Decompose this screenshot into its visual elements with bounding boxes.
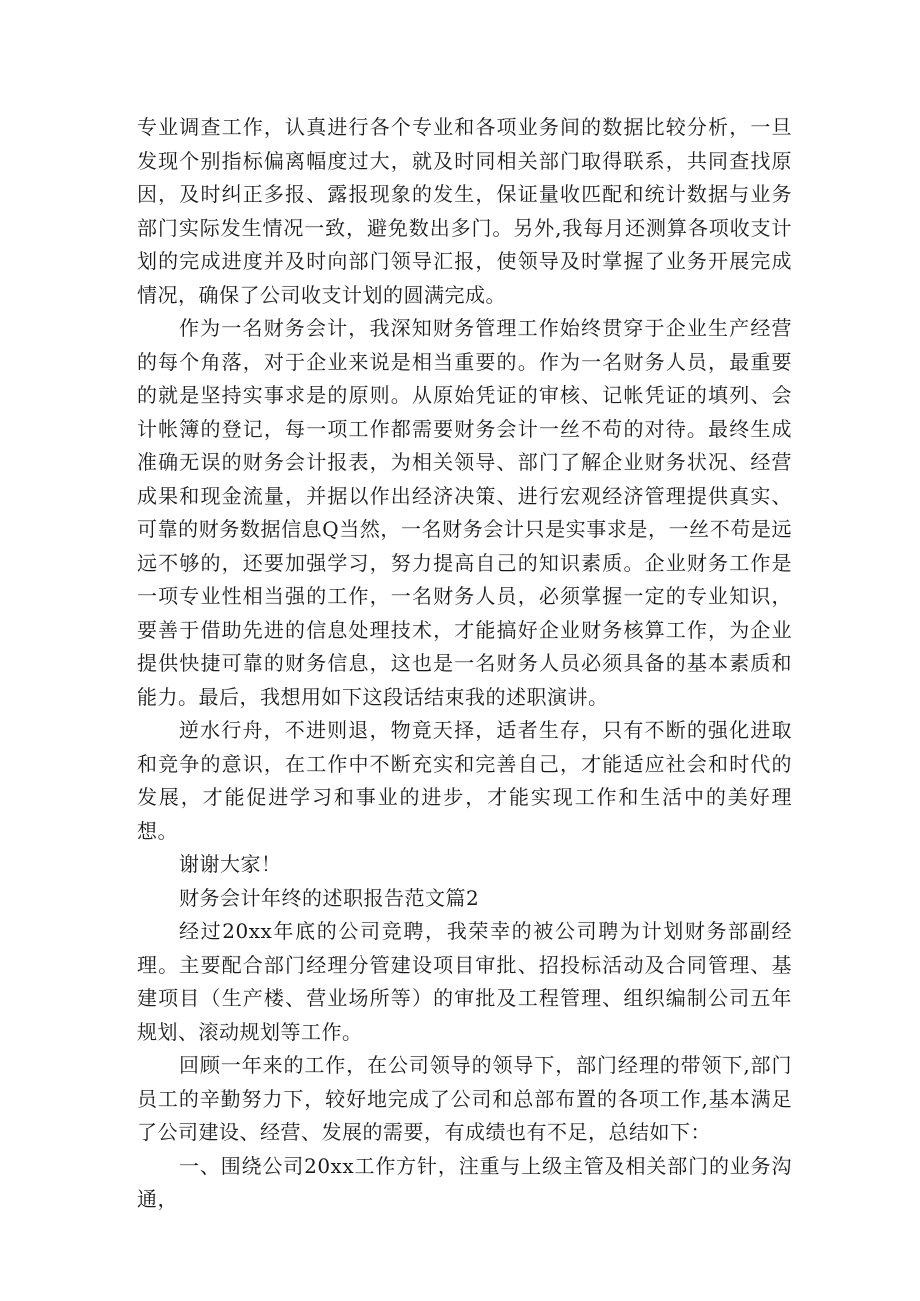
paragraph-closing-motto: 逆水行舟，不进则退，物竟天择，适者生存，只有不断的强化进取和竞争的意识，在工作中不断充实和完善自己，才能适应社会和时代的发展，才能促进学习和事业的进步，才能实现工作和生活中的美好理想。 — [137, 718, 792, 843]
section-title-part2: 财务会计年终的述职报告范文篇2 — [179, 885, 480, 910]
paragraph-accountant-role: 作为一名财务会计，我深知财务管理工作始终贯穿于企业生产经营的每个角落，对于企业来说是相当重要的。作为一名财务人员，最重要的就是坚持实事求是的原则。从原始凭证的审核、记帐凭证的填列、会计帐簿的登记，每一项工作都需要财务会计一丝不苟的对待。最终生成准确无误的财务会计报表，为相关领导、部门了解企业财务状况、经营成果和现金流量，并据以作出经济决策、进行宏观经济管理提供真实、可靠的财务数据信息Q当然，一名财务会计只是实事求是，一丝不苟是远远不够的，还要加强学习，努力提高自己的知识素质。企业财务工作是一项专业性相当强的工作，一名财务人员，必须掌握一定的专业知识，要善于借助先进的信息处理技术，才能搞好企业财务核算工作，为企业提供快捷可靠的财务信息，这也是一名财务人员必须具备的基本素质和能力。最后，我想用如下这段话结束我的述职演讲。 — [137, 316, 792, 709]
paragraph-appointment: 经过20xx年底的公司竞聘，我荣幸的被公司聘为计划财务部副经理。主要配合部门经理分管建设项目审批、招投标活动及合同管理、基建项目（生产楼、营业场所等）的审批及工程管理、组织编制公司五年规划、滚动规划等工作。 — [137, 919, 792, 1044]
paragraph-item-one: 一、围绕公司20xx工作方针，注重与上级主管及相关部门的业务沟通， — [137, 1153, 792, 1211]
paragraph-thanks: 谢谢大家！ — [179, 852, 282, 876]
paragraph-review: 回顾一年来的工作，在公司领导的领导下，部门经理的带领下,部门员工的辛勤努力下，较好地完成了公司和总部布置的各项工作,基本满足了公司建设、经营、发展的需要，有成绩也有不足，总结如下： — [137, 1053, 792, 1144]
paragraph-continued: 专业调查工作，认真进行各个专业和各项业务间的数据比较分析，一旦发现个别指标偏离幅度过大，就及时同相关部门取得联系，共同查找原因，及时纠正多报、露报现象的发生，保证量收匹配和统计数据与业务部门实际发生情况一致，避免数出多门。另外,我每月还测算各项收支计划的完成进度并及时向部门领导汇报，使领导及时掌握了业务开展完成情况，确保了公司收支计划的圆满完成。 — [137, 115, 792, 307]
document-body — [137, 111, 792, 1217]
